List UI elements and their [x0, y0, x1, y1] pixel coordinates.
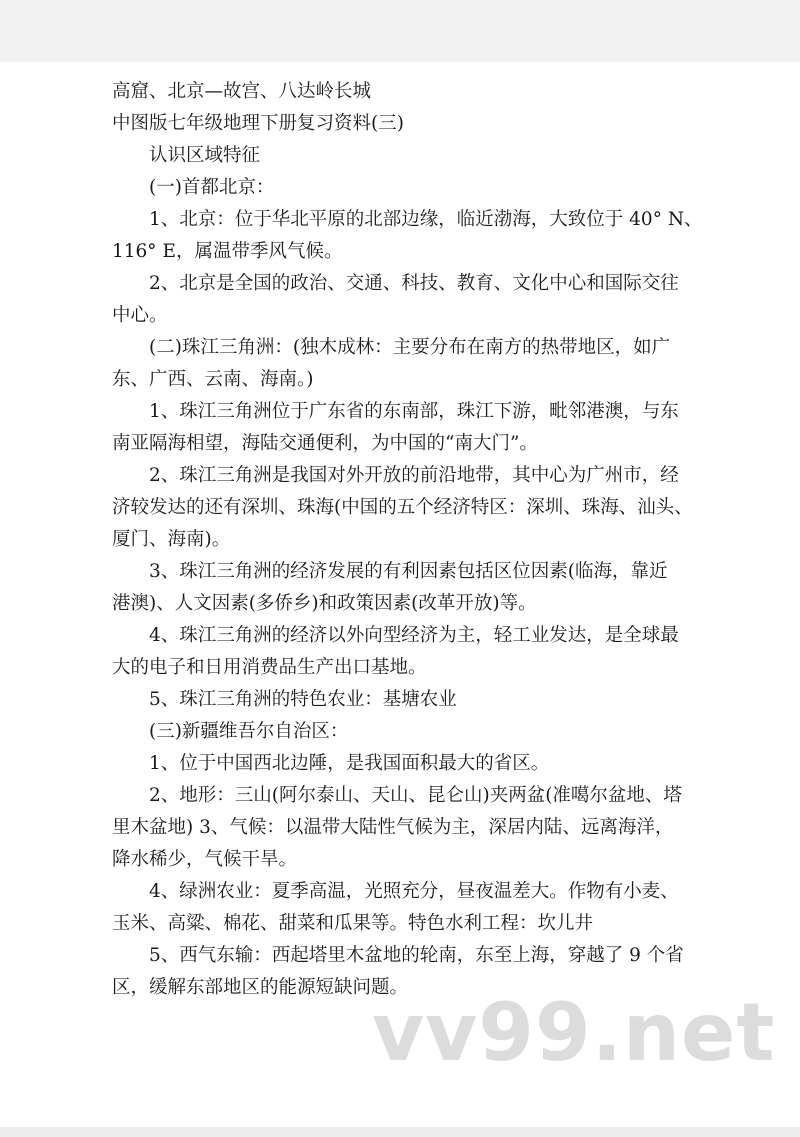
text-line: (三)新疆维吾尔自治区： — [149, 721, 349, 742]
text-line: 2、珠江三角洲是我国对外开放的前沿地带，其中心为广州市，经 — [149, 465, 679, 486]
text-line: 2、北京是全国的政治、交通、科技、教育、文化中心和国际交往 — [149, 273, 679, 294]
text-line: (一)首都北京： — [149, 177, 275, 198]
text-line: 116° E，属温带季风气候。 — [112, 241, 343, 262]
text-line: 1、珠江三角洲位于广东省的东南部，珠江下游，毗邻港澳，与东 — [149, 401, 679, 422]
text-line: 4、绿洲农业：夏季高温，光照充分，昼夜温差大。作物有小麦、 — [149, 881, 679, 902]
text-line: 5、珠江三角洲的特色农业：基塘农业 — [149, 689, 457, 710]
text-line: 区，缓解东部地区的能源短缺问题。 — [112, 977, 409, 998]
text-line: 中心。 — [112, 305, 168, 326]
text-line: 港澳)、人文因素(多侨乡)和政策因素(改革开放)等。 — [112, 593, 537, 614]
text-line: 1、北京：位于华北平原的北部边缘，临近渤海，大致位于 40° N、 — [149, 209, 703, 230]
text-line: 4、珠江三角洲的经济以外向型经济为主，轻工业发达，是全球最 — [149, 625, 679, 646]
text-line: 5、西气东输：西起塔里木盆地的轮南，东至上海，穿越了 9 个省 — [149, 945, 684, 966]
text-line: 2、地形：三山(阿尔泰山、天山、昆仑山)夹两盆(准噶尔盆地、塔 — [149, 785, 682, 806]
text-line: 3、珠江三角洲的经济发展的有利因素包括区位因素(临海，靠近 — [149, 561, 668, 582]
text-line: 厦门、海南)。 — [112, 529, 231, 550]
text-line: 里木盆地) 3、气候：以温带大陆性气候为主，深居内陆、远离海洋， — [112, 817, 674, 838]
bottom-margin-band — [0, 1127, 800, 1137]
text-line: 玉米、高粱、棉花、甜菜和瓜果等。特色水利工程：坎儿井 — [112, 913, 594, 934]
text-line: 中图版七年级地理下册复习资料(三) — [112, 113, 404, 134]
document-body — [112, 76, 703, 1004]
text-line: 降水稀少，气候干旱。 — [112, 849, 298, 870]
watermark: vv99.net — [372, 986, 776, 1079]
text-line: 东、广西、云南、海南。) — [112, 369, 314, 390]
text-line: 济较发达的还有深圳、珠海(中国的五个经济特区：深圳、珠海、汕头、 — [112, 497, 693, 518]
text-line: 南亚隔海相望，海陆交通便利，为中国的“南大门”。 — [112, 433, 538, 454]
text-line: 认识区域特征 — [149, 145, 261, 166]
text-line: 高窟、北京—故宫、八达岭长城 — [112, 81, 372, 102]
text-line: 1、位于中国西北边陲，是我国面积最大的省区。 — [149, 753, 550, 774]
text-line: 大的电子和日用消费品生产出口基地。 — [112, 657, 427, 678]
text-line: (二)珠江三角洲：(独木成林：主要分布在南方的热带地区，如广 — [149, 337, 671, 358]
top-margin-band — [0, 0, 800, 63]
